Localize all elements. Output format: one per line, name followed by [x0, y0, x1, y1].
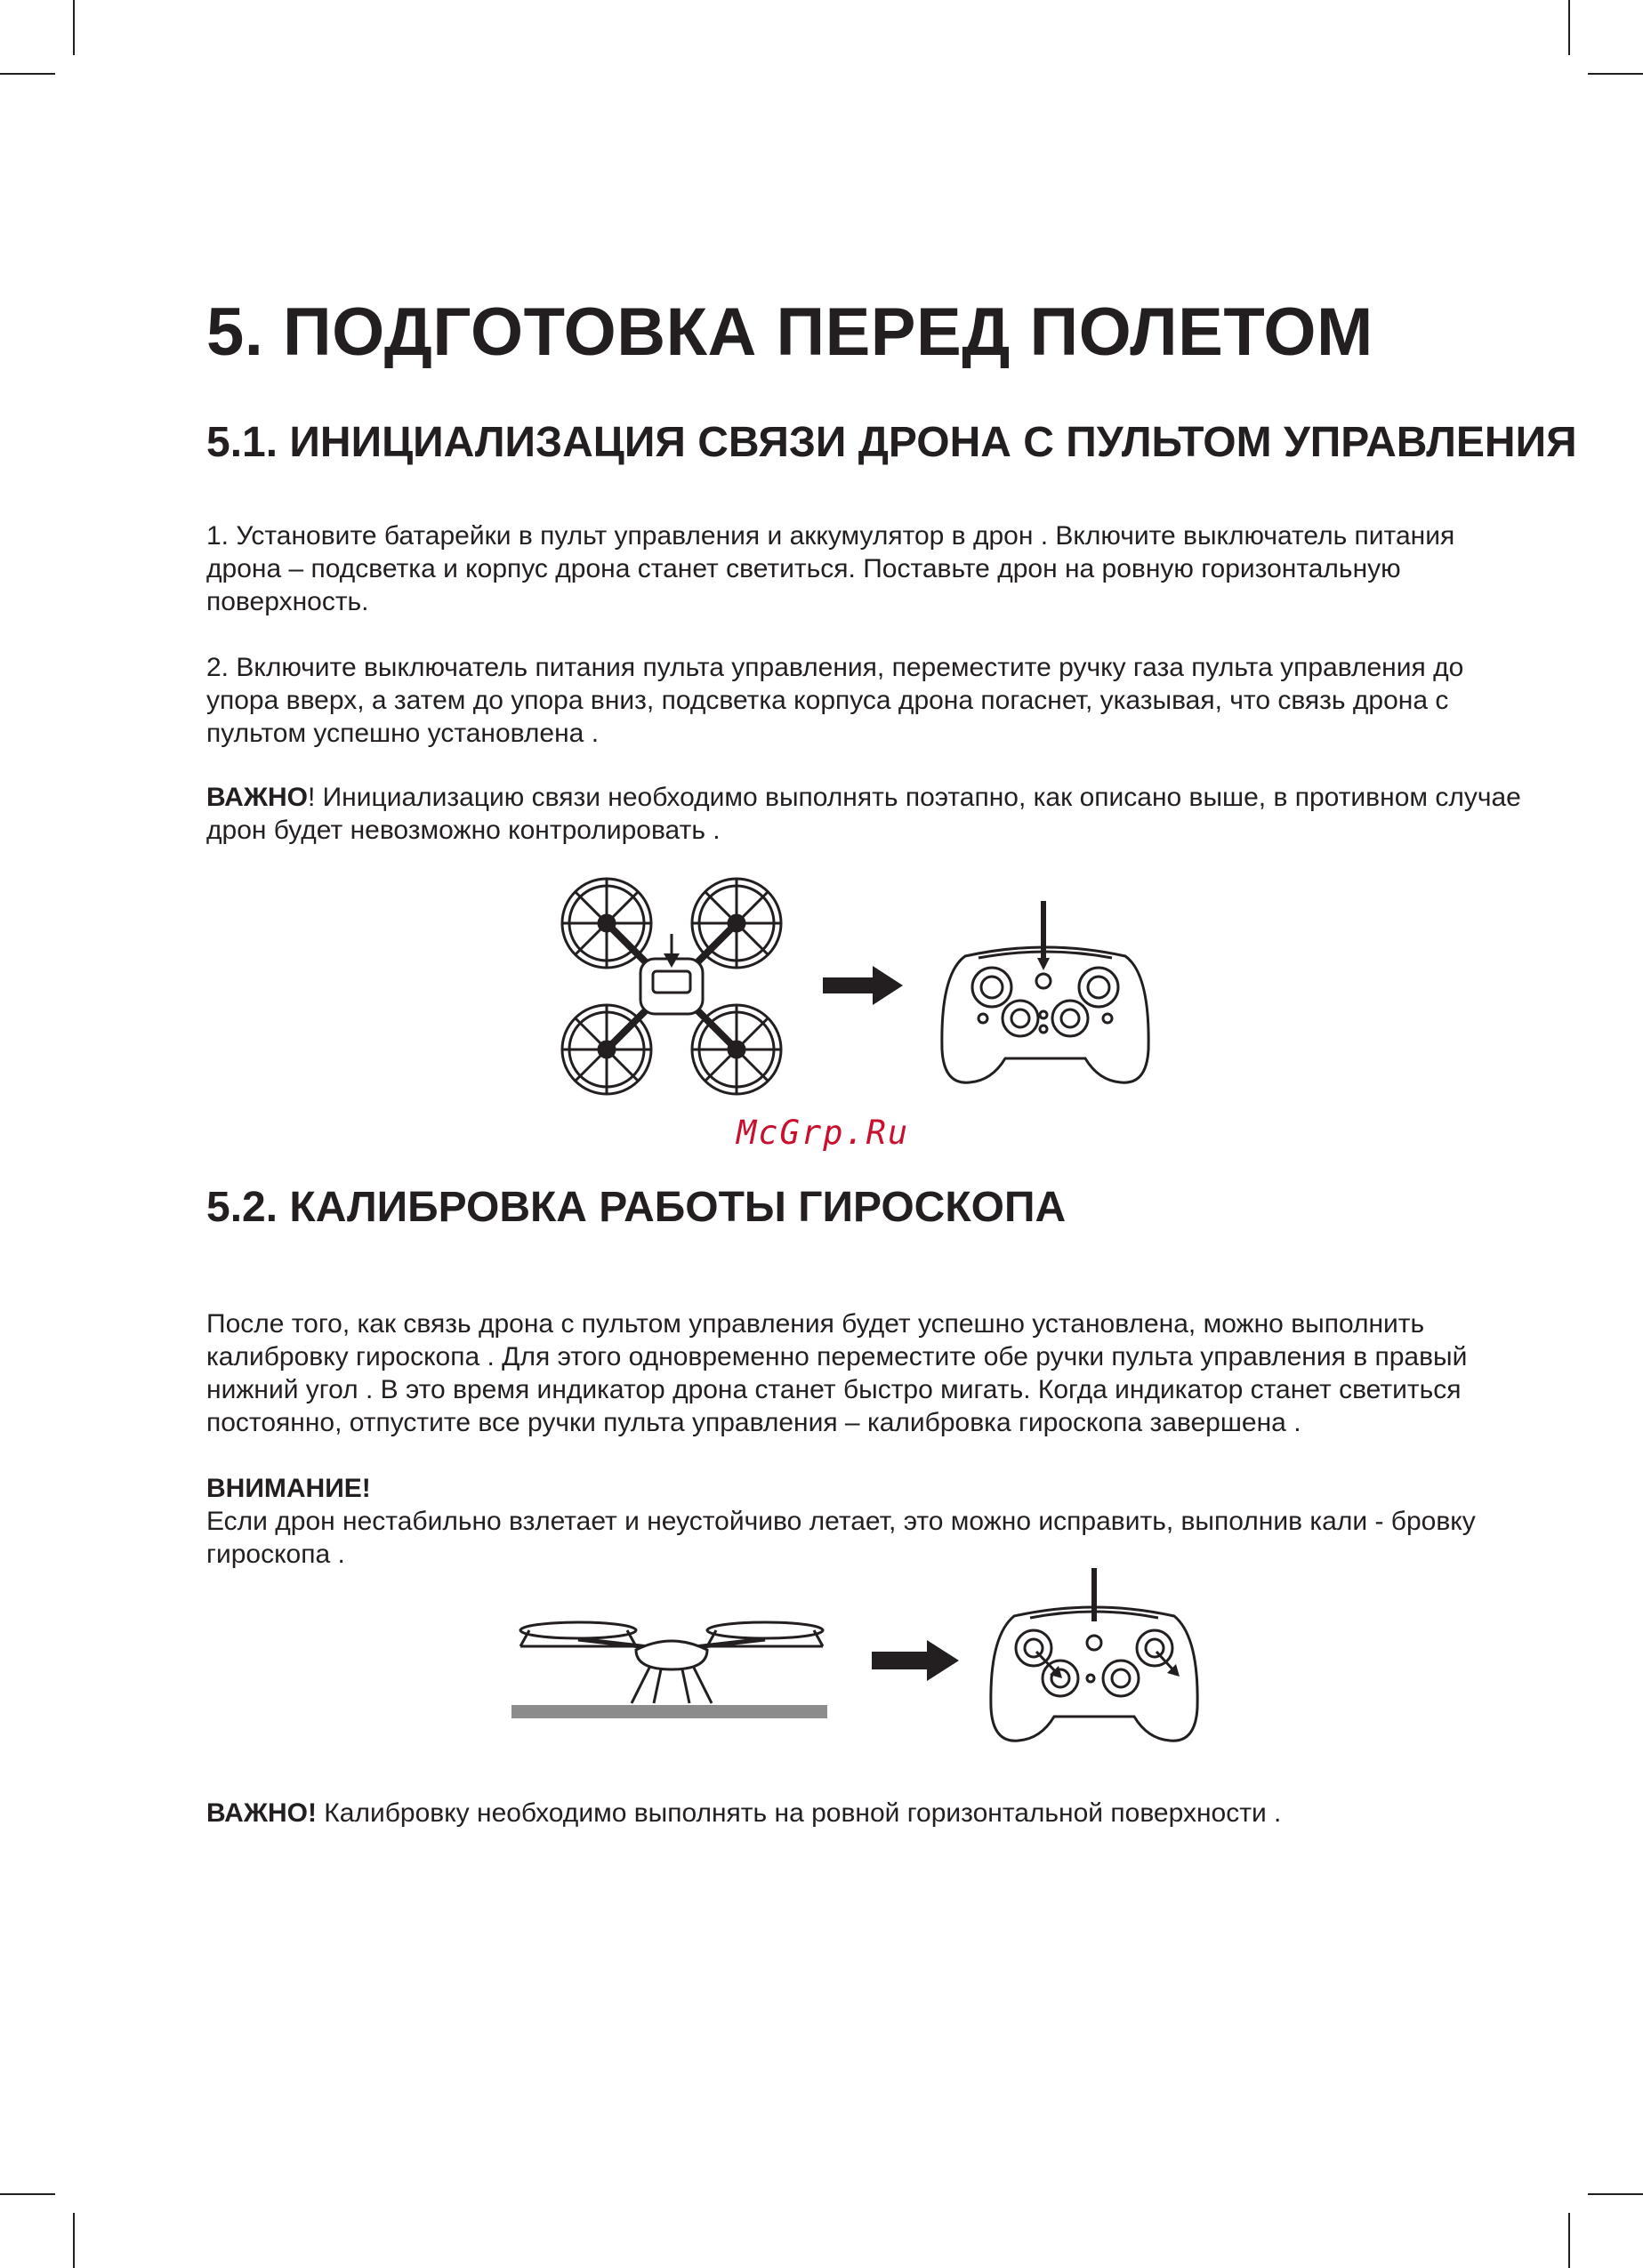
attention-text: Если дрон нестабильно взлетает и неустойчиво летает, это можно исправить, выполнив кали - бровку гироскопа .	[206, 1507, 1476, 1569]
important-text: ! Инициализацию связи необходимо выполнять поэтапно, как описано выше, в противном случае дрон будет невозможно контролировать .	[206, 783, 1521, 845]
page-title: 5. ПОДГОТОВКА ПЕРЕД ПОЛЕТОМ	[206, 294, 1373, 370]
crop-mark-top-right-h	[1588, 73, 1643, 75]
important-label: ВАЖНО	[206, 783, 308, 812]
section-2-important	[206, 1797, 1523, 1830]
section-2-title: 5.2. КАЛИБРОВКА РАБОТЫ ГИРОСКОПА	[206, 1184, 1067, 1231]
crop-mark-top-left-v	[73, 0, 75, 55]
remote-controller-icon	[938, 894, 1152, 1098]
section-1-step-2: 2. Включите выключатель питания пульта управления, переместите ручку газа пульта управления до упора вверх, а затем до упора вниз, подсветка корпуса дрона погаснет, указывая, что связь дрона с пультом успешно установлена .	[206, 653, 1464, 748]
section-2-paragraph: После того, как связь дрона с пультом управления будет успешно установлена, можно выполнить калибровку гироскопа . Для этого одновременно переместите обе ручки пульта управления в правый нижний угол . В это время индикатор дрона станет быстро мигать. Когда индикатор станет светиться постоянно, отпустите все ручки пульта управления – калибровка гироскопа завершена .	[206, 1309, 1468, 1437]
important-label-2: ВАЖНО!	[206, 1798, 317, 1828]
section-1-step-1: 1. Установите батарейки в пульт управления и аккумулятор в дрон . Включите выключатель питания дрона – подсветка и корпус дрона станет светиться. Поставьте дрон на ровную горизонтальную поверхность.	[206, 521, 1455, 616]
crop-mark-top-right-v	[1568, 0, 1570, 55]
crop-mark-bottom-left-h	[0, 2193, 55, 2195]
right-arrow-icon	[823, 966, 903, 1005]
crop-mark-bottom-right-h	[1588, 2193, 1643, 2195]
drone-side-view-icon	[511, 1614, 832, 1721]
remote-controller-calibration-icon	[987, 1561, 1201, 1752]
right-arrow-icon-2	[872, 1640, 959, 1681]
crop-mark-bottom-left-v	[73, 2213, 75, 2268]
crop-mark-bottom-right-v	[1568, 2213, 1570, 2268]
watermark: McGrp.Ru	[737, 1114, 910, 1152]
drone-top-view-icon	[552, 872, 792, 1103]
attention-label: ВНИМАНИЕ!	[206, 1474, 371, 1503]
section-1-important	[206, 781, 1523, 847]
section-1-title: 5.1. ИНИЦИАЛИЗАЦИЯ СВЯЗИ ДРОНА С ПУЛЬТОМ УПРАВЛЕНИЯ	[206, 419, 1577, 466]
crop-mark-top-left-h	[0, 73, 55, 75]
section-2-attention	[206, 1472, 1523, 1571]
important-text-2: Калибровку необходимо выполнять на ровной горизонтальной поверхности .	[316, 1798, 1282, 1828]
